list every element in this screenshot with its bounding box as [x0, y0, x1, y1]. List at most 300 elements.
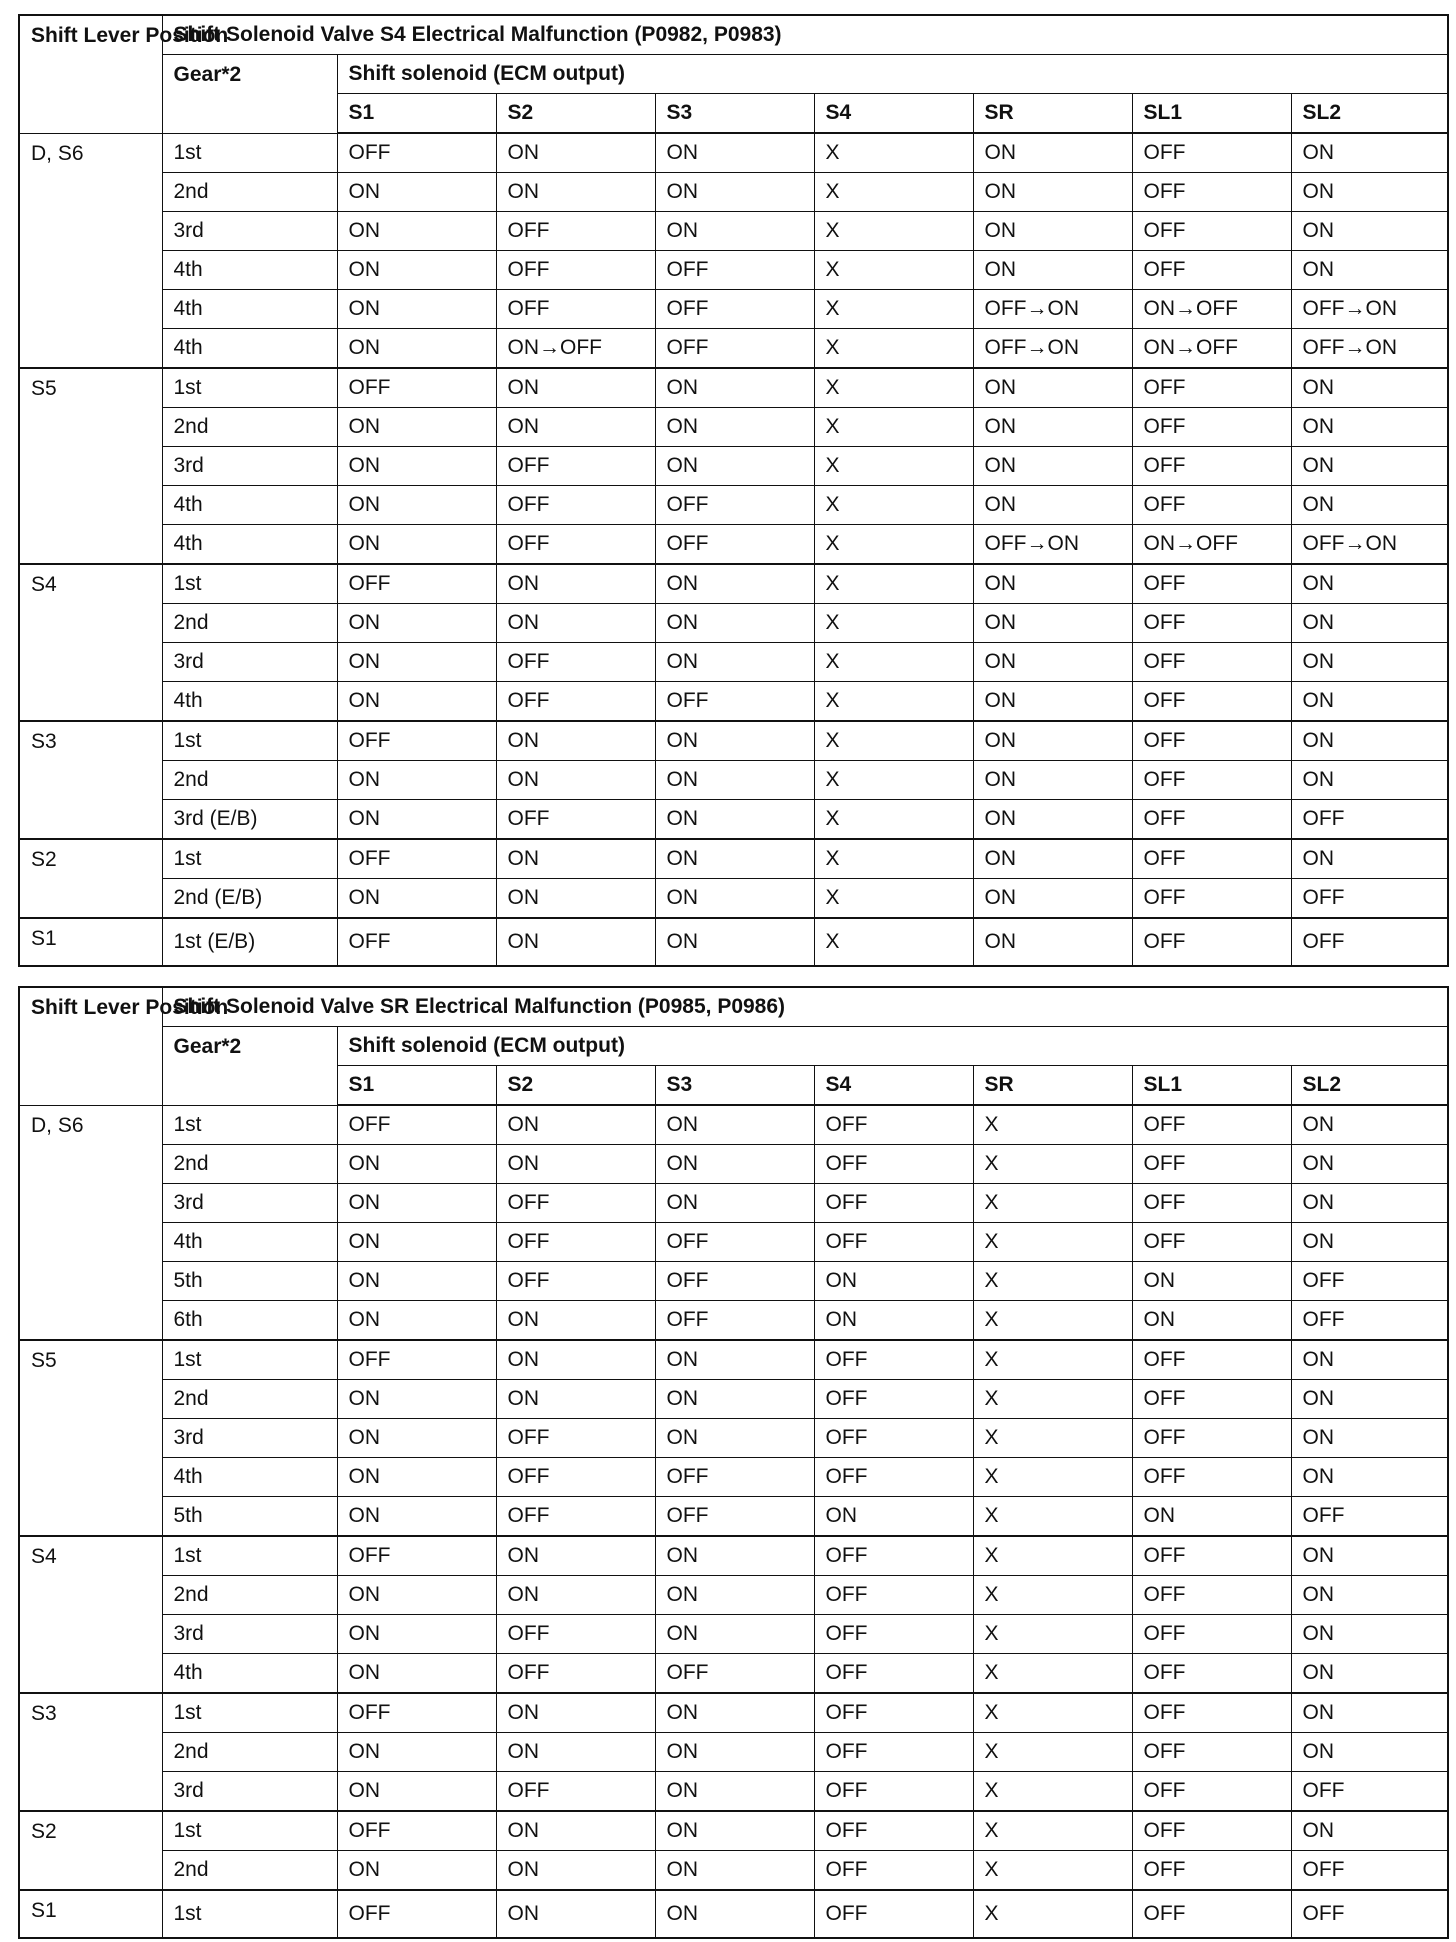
- gear-cell: 5th: [162, 1262, 337, 1301]
- solenoid-value-cell-s3: OFF: [655, 1262, 814, 1301]
- solenoid-value-cell-s4: X: [814, 173, 973, 212]
- gear-cell: 1st: [162, 133, 337, 173]
- solenoid-value-cell-sr: X: [973, 1184, 1132, 1223]
- solenoid-value-cell-s2: OFF: [496, 800, 655, 840]
- table-row: [19, 1145, 1448, 1184]
- solenoid-value-cell-sl2: ON: [1291, 1576, 1448, 1615]
- gear-cell: 2nd: [162, 1851, 337, 1891]
- solenoid-value-cell-sl1: OFF: [1132, 1380, 1291, 1419]
- solenoid-value-cell-sl1: OFF: [1132, 1184, 1291, 1223]
- solenoid-value-cell-sl1: OFF: [1132, 447, 1291, 486]
- solenoid-value-cell-sl1: OFF: [1132, 643, 1291, 682]
- solenoid-value-cell-s4: X: [814, 604, 973, 643]
- solenoid-value-cell-s1: OFF: [337, 1693, 496, 1733]
- solenoid-value-cell-sl1: OFF: [1132, 1851, 1291, 1891]
- shift-solenoid-header: Shift solenoid (ECM output): [337, 55, 1448, 94]
- gear-cell: 4th: [162, 251, 337, 290]
- solenoid-value-cell-s1: ON: [337, 486, 496, 525]
- solenoid-value-cell-sr: ON: [973, 761, 1132, 800]
- solenoid-value-cell-sl2: ON: [1291, 447, 1448, 486]
- table-row: [19, 525, 1448, 565]
- solenoid-value-cell-s4: X: [814, 486, 973, 525]
- solenoid-value-cell-sl2: ON: [1291, 1811, 1448, 1851]
- solenoid-value-cell-sr: X: [973, 1262, 1132, 1301]
- gear-cell: 4th: [162, 525, 337, 565]
- solenoid-value-cell-s4: OFF: [814, 1105, 973, 1145]
- table-row: [19, 329, 1448, 369]
- solenoid-value-cell-sl2: ON: [1291, 1340, 1448, 1380]
- solenoid-value-cell-sl1: OFF: [1132, 1223, 1291, 1262]
- solenoid-value-cell-s1: ON: [337, 447, 496, 486]
- table-row: [19, 1184, 1448, 1223]
- solenoid-value-cell-sr: X: [973, 1223, 1132, 1262]
- table-row: [19, 251, 1448, 290]
- table-row: [19, 1576, 1448, 1615]
- solenoid-value-cell-sr: X: [973, 1419, 1132, 1458]
- gear-cell: 3rd: [162, 447, 337, 486]
- shift-lever-position-cell: S5: [19, 368, 162, 564]
- header-row-title: [19, 987, 1448, 1027]
- header-row-title: [19, 15, 1448, 55]
- solenoid-value-cell-s4: X: [814, 564, 973, 604]
- solenoid-value-cell-s3: ON: [655, 879, 814, 919]
- solenoid-value-cell-sr: X: [973, 1536, 1132, 1576]
- solenoid-value-cell-sr: OFF→ON: [973, 290, 1132, 329]
- solenoid-value-cell-sl1: OFF: [1132, 918, 1291, 966]
- gear-cell: 1st: [162, 564, 337, 604]
- shift-lever-position-cell: D, S6: [19, 133, 162, 368]
- solenoid-value-cell-s4: X: [814, 290, 973, 329]
- solenoid-value-cell-s1: ON: [337, 1223, 496, 1262]
- solenoid-value-cell-s1: ON: [337, 800, 496, 840]
- solenoid-value-cell-s4: X: [814, 525, 973, 565]
- solenoid-value-cell-s3: ON: [655, 212, 814, 251]
- solenoid-value-cell-sl2: OFF→ON: [1291, 290, 1448, 329]
- gear-cell: 2nd: [162, 173, 337, 212]
- solenoid-value-cell-s1: ON: [337, 879, 496, 919]
- table-row: [19, 408, 1448, 447]
- solenoid-value-cell-s1: ON: [337, 682, 496, 722]
- table-row: [19, 1419, 1448, 1458]
- solenoid-value-cell-sr: ON: [973, 800, 1132, 840]
- solenoid-value-cell-sl2: ON: [1291, 1654, 1448, 1694]
- solenoid-value-cell-s4: OFF: [814, 1733, 973, 1772]
- solenoid-value-cell-sr: X: [973, 1733, 1132, 1772]
- solenoid-value-cell-sr: X: [973, 1145, 1132, 1184]
- solenoid-value-cell-sl2: OFF: [1291, 1497, 1448, 1537]
- shift-lever-position-cell: S5: [19, 1340, 162, 1536]
- solenoid-value-cell-s3: OFF: [655, 251, 814, 290]
- solenoid-value-cell-s4: ON: [814, 1497, 973, 1537]
- solenoid-value-cell-sl2: OFF: [1291, 1262, 1448, 1301]
- table-row: [19, 879, 1448, 919]
- solenoid-value-cell-s3: OFF: [655, 682, 814, 722]
- solenoid-value-cell-sr: X: [973, 1301, 1132, 1341]
- solenoid-value-cell-s3: ON: [655, 839, 814, 879]
- solenoid-value-cell-sl1: OFF: [1132, 1576, 1291, 1615]
- solenoid-value-cell-sl1: OFF: [1132, 1693, 1291, 1733]
- solenoid-value-cell-s1: ON: [337, 290, 496, 329]
- solenoid-value-cell-s2: ON: [496, 1811, 655, 1851]
- gear-cell: 4th: [162, 1654, 337, 1694]
- solenoid-value-cell-s3: OFF: [655, 486, 814, 525]
- gear-cell: 1st: [162, 1811, 337, 1851]
- solenoid-value-cell-s1: ON: [337, 1851, 496, 1891]
- solenoid-value-cell-s2: ON: [496, 1145, 655, 1184]
- solenoid-value-cell-sr: ON: [973, 133, 1132, 173]
- solenoid-value-cell-s4: ON: [814, 1262, 973, 1301]
- solenoid-value-cell-sl2: ON: [1291, 173, 1448, 212]
- solenoid-value-cell-sl1: ON: [1132, 1301, 1291, 1341]
- solenoid-value-cell-s2: ON: [496, 761, 655, 800]
- solenoid-value-cell-s3: ON: [655, 1733, 814, 1772]
- header-row-groups: [19, 1027, 1448, 1066]
- solenoid-value-cell-s1: ON: [337, 643, 496, 682]
- solenoid-value-cell-s1: OFF: [337, 1536, 496, 1576]
- solenoid-value-cell-s4: OFF: [814, 1693, 973, 1733]
- shift-lever-position-header: Shift Lever Position: [19, 15, 162, 133]
- solenoid-value-cell-sl1: OFF: [1132, 1654, 1291, 1694]
- table-row: [19, 1301, 1448, 1341]
- solenoid-value-cell-s4: OFF: [814, 1576, 973, 1615]
- gear-cell: 3rd: [162, 1772, 337, 1812]
- gear-header: Gear*2: [162, 55, 337, 134]
- solenoid-value-cell-sl1: OFF: [1132, 1811, 1291, 1851]
- solenoid-value-cell-s2: OFF: [496, 486, 655, 525]
- solenoid-value-cell-sl2: ON: [1291, 761, 1448, 800]
- table-row: [19, 564, 1448, 604]
- table-row: [19, 1497, 1448, 1537]
- solenoid-value-cell-sl1: OFF: [1132, 1772, 1291, 1812]
- gear-cell: 4th: [162, 1223, 337, 1262]
- table-row: [19, 1223, 1448, 1262]
- solenoid-value-cell-sr: ON: [973, 251, 1132, 290]
- solenoid-value-cell-s3: ON: [655, 918, 814, 966]
- solenoid-value-cell-s4: OFF: [814, 1772, 973, 1812]
- solenoid-value-cell-s1: ON: [337, 1576, 496, 1615]
- column-header-s2: S2: [496, 1066, 655, 1106]
- solenoid-value-cell-s1: OFF: [337, 1811, 496, 1851]
- solenoid-value-cell-s3: ON: [655, 1380, 814, 1419]
- solenoid-value-cell-sl2: ON: [1291, 368, 1448, 408]
- solenoid-value-cell-s4: X: [814, 682, 973, 722]
- solenoid-value-cell-s3: ON: [655, 1340, 814, 1380]
- solenoid-value-cell-s2: ON: [496, 879, 655, 919]
- solenoid-value-cell-s4: OFF: [814, 1184, 973, 1223]
- solenoid-value-cell-s2: OFF: [496, 1262, 655, 1301]
- solenoid-value-cell-sl1: OFF: [1132, 368, 1291, 408]
- solenoid-value-cell-s1: ON: [337, 1615, 496, 1654]
- gear-cell: 1st: [162, 368, 337, 408]
- solenoid-value-cell-s1: ON: [337, 1772, 496, 1812]
- solenoid-value-cell-s1: ON: [337, 408, 496, 447]
- solenoid-value-cell-sl1: ON→OFF: [1132, 525, 1291, 565]
- solenoid-value-cell-s3: ON: [655, 1145, 814, 1184]
- solenoid-value-cell-sr: ON: [973, 368, 1132, 408]
- solenoid-value-cell-sl2: ON: [1291, 408, 1448, 447]
- solenoid-value-cell-s2: OFF: [496, 682, 655, 722]
- solenoid-value-cell-s2: ON: [496, 173, 655, 212]
- solenoid-value-cell-sl2: ON: [1291, 1105, 1448, 1145]
- solenoid-value-cell-sr: ON: [973, 918, 1132, 966]
- solenoid-value-cell-s1: ON: [337, 1145, 496, 1184]
- solenoid-value-cell-s1: ON: [337, 761, 496, 800]
- solenoid-value-cell-sr: X: [973, 1772, 1132, 1812]
- solenoid-value-cell-s4: OFF: [814, 1654, 973, 1694]
- solenoid-value-cell-s3: OFF: [655, 1458, 814, 1497]
- solenoid-value-cell-sr: ON: [973, 564, 1132, 604]
- solenoid-value-cell-s1: OFF: [337, 133, 496, 173]
- solenoid-value-cell-sr: X: [973, 1890, 1132, 1938]
- shift-lever-position-cell: S3: [19, 1693, 162, 1811]
- solenoid-value-cell-s4: X: [814, 212, 973, 251]
- solenoid-value-cell-sl1: OFF: [1132, 682, 1291, 722]
- table-row: [19, 1772, 1448, 1812]
- table-title: Shift Solenoid Valve S4 Electrical Malfunction (P0982, P0983): [162, 15, 1448, 55]
- column-header-sr: SR: [973, 1066, 1132, 1106]
- solenoid-value-cell-sl2: ON: [1291, 564, 1448, 604]
- solenoid-value-cell-sl2: ON: [1291, 1184, 1448, 1223]
- shift-lever-position-cell: S1: [19, 918, 162, 966]
- solenoid-value-cell-sr: X: [973, 1380, 1132, 1419]
- solenoid-value-cell-s3: ON: [655, 1419, 814, 1458]
- table-row: [19, 1262, 1448, 1301]
- solenoid-value-cell-s2: OFF: [496, 525, 655, 565]
- solenoid-value-cell-sr: X: [973, 1654, 1132, 1694]
- column-header-sr: SR: [973, 94, 1132, 134]
- solenoid-value-cell-sr: ON: [973, 486, 1132, 525]
- gear-cell: 4th: [162, 290, 337, 329]
- solenoid-value-cell-s1: OFF: [337, 721, 496, 761]
- solenoid-value-cell-s2: OFF: [496, 1419, 655, 1458]
- gear-cell: 4th: [162, 682, 337, 722]
- solenoid-value-cell-sl2: ON: [1291, 1733, 1448, 1772]
- solenoid-value-cell-s2: ON: [496, 1733, 655, 1772]
- solenoid-value-cell-s4: OFF: [814, 1419, 973, 1458]
- table-row: [19, 133, 1448, 173]
- column-header-s3: S3: [655, 1066, 814, 1106]
- solenoid-value-cell-s2: ON: [496, 1380, 655, 1419]
- solenoid-value-cell-sl1: OFF: [1132, 486, 1291, 525]
- solenoid-value-cell-sl2: ON: [1291, 1380, 1448, 1419]
- solenoid-value-cell-sr: ON: [973, 604, 1132, 643]
- solenoid-value-cell-s2: OFF: [496, 1772, 655, 1812]
- solenoid-value-cell-s3: ON: [655, 1851, 814, 1891]
- gear-cell: 1st: [162, 1693, 337, 1733]
- solenoid-value-cell-sl2: ON: [1291, 682, 1448, 722]
- solenoid-value-cell-sr: ON: [973, 408, 1132, 447]
- table-row: [19, 1105, 1448, 1145]
- column-header-s4: S4: [814, 94, 973, 134]
- solenoid-value-cell-s1: ON: [337, 604, 496, 643]
- table-row: [19, 1811, 1448, 1851]
- solenoid-value-cell-sl2: ON: [1291, 721, 1448, 761]
- solenoid-value-cell-sl1: OFF: [1132, 1733, 1291, 1772]
- solenoid-value-cell-sl2: OFF: [1291, 800, 1448, 840]
- solenoid-value-cell-s1: ON: [337, 1419, 496, 1458]
- shift-lever-position-cell: S2: [19, 839, 162, 918]
- solenoid-value-cell-s4: OFF: [814, 1851, 973, 1891]
- solenoid-value-cell-sr: X: [973, 1497, 1132, 1537]
- solenoid-value-cell-sl1: OFF: [1132, 408, 1291, 447]
- solenoid-value-cell-s3: ON: [655, 761, 814, 800]
- solenoid-value-cell-s2: ON: [496, 408, 655, 447]
- solenoid-value-cell-s3: ON: [655, 1184, 814, 1223]
- solenoid-value-cell-s2: ON: [496, 1340, 655, 1380]
- table-row: [19, 290, 1448, 329]
- solenoid-value-cell-s2: OFF: [496, 1184, 655, 1223]
- gear-cell: 1st: [162, 1340, 337, 1380]
- solenoid-value-cell-s3: ON: [655, 173, 814, 212]
- table-row: [19, 918, 1448, 966]
- solenoid-value-cell-s1: OFF: [337, 1105, 496, 1145]
- column-header-s2: S2: [496, 94, 655, 134]
- solenoid-value-cell-s3: ON: [655, 133, 814, 173]
- gear-cell: 3rd: [162, 643, 337, 682]
- solenoid-value-cell-sl1: OFF: [1132, 604, 1291, 643]
- solenoid-value-cell-s1: ON: [337, 1458, 496, 1497]
- solenoid-value-cell-sl2: OFF: [1291, 1890, 1448, 1938]
- gear-cell: 2nd: [162, 1145, 337, 1184]
- solenoid-value-cell-s3: ON: [655, 368, 814, 408]
- solenoid-value-cell-s1: ON: [337, 525, 496, 565]
- solenoid-value-cell-s3: ON: [655, 408, 814, 447]
- solenoid-value-cell-sl2: ON: [1291, 1145, 1448, 1184]
- solenoid-value-cell-sr: ON: [973, 447, 1132, 486]
- solenoid-value-cell-s3: ON: [655, 800, 814, 840]
- gear-cell: 2nd (E/B): [162, 879, 337, 919]
- gear-cell: 5th: [162, 1497, 337, 1537]
- table-row: [19, 643, 1448, 682]
- column-header-s4: S4: [814, 1066, 973, 1106]
- solenoid-table-s4-malfunction: [18, 14, 1449, 967]
- solenoid-value-cell-sr: X: [973, 1340, 1132, 1380]
- shift-lever-position-cell: S4: [19, 564, 162, 721]
- gear-cell: 3rd (E/B): [162, 800, 337, 840]
- table-row: [19, 368, 1448, 408]
- solenoid-value-cell-s3: ON: [655, 1890, 814, 1938]
- solenoid-value-cell-sr: OFF→ON: [973, 329, 1132, 369]
- solenoid-value-cell-s4: X: [814, 761, 973, 800]
- solenoid-value-cell-s2: ON: [496, 1890, 655, 1938]
- table-row: [19, 1654, 1448, 1694]
- solenoid-value-cell-sr: X: [973, 1458, 1132, 1497]
- solenoid-value-cell-sl2: OFF: [1291, 918, 1448, 966]
- column-header-s3: S3: [655, 94, 814, 134]
- solenoid-value-cell-sl1: OFF: [1132, 721, 1291, 761]
- solenoid-value-cell-s4: X: [814, 368, 973, 408]
- solenoid-value-cell-s3: ON: [655, 643, 814, 682]
- solenoid-value-cell-sl1: OFF: [1132, 212, 1291, 251]
- solenoid-value-cell-s3: ON: [655, 564, 814, 604]
- solenoid-value-cell-s2: ON: [496, 368, 655, 408]
- solenoid-value-cell-s1: ON: [337, 1262, 496, 1301]
- solenoid-value-cell-sl1: OFF: [1132, 133, 1291, 173]
- solenoid-value-cell-s2: ON: [496, 918, 655, 966]
- solenoid-value-cell-s3: ON: [655, 1772, 814, 1812]
- solenoid-value-cell-sl2: OFF→ON: [1291, 329, 1448, 369]
- shift-lever-position-cell: S4: [19, 1536, 162, 1693]
- solenoid-value-cell-sl1: ON: [1132, 1262, 1291, 1301]
- solenoid-value-cell-s2: OFF: [496, 251, 655, 290]
- table-row: [19, 682, 1448, 722]
- solenoid-value-cell-sl1: OFF: [1132, 1890, 1291, 1938]
- solenoid-value-cell-s1: ON: [337, 212, 496, 251]
- column-header-sl2: SL2: [1291, 1066, 1448, 1106]
- gear-cell: 3rd: [162, 1615, 337, 1654]
- table-row: [19, 839, 1448, 879]
- solenoid-value-cell-sr: ON: [973, 721, 1132, 761]
- solenoid-value-cell-s3: ON: [655, 447, 814, 486]
- solenoid-value-cell-s2: ON: [496, 1693, 655, 1733]
- gear-cell: 2nd: [162, 761, 337, 800]
- gear-cell: 1st (E/B): [162, 918, 337, 966]
- solenoid-value-cell-sl2: ON: [1291, 1536, 1448, 1576]
- table-row: [19, 761, 1448, 800]
- solenoid-value-cell-s3: ON: [655, 721, 814, 761]
- solenoid-value-cell-s2: ON: [496, 564, 655, 604]
- solenoid-value-cell-s2: ON→OFF: [496, 329, 655, 369]
- solenoid-value-cell-sr: ON: [973, 839, 1132, 879]
- solenoid-value-cell-sr: OFF→ON: [973, 525, 1132, 565]
- solenoid-value-cell-sr: X: [973, 1105, 1132, 1145]
- gear-cell: 1st: [162, 839, 337, 879]
- solenoid-value-cell-sl2: ON: [1291, 1419, 1448, 1458]
- solenoid-value-cell-s4: OFF: [814, 1458, 973, 1497]
- solenoid-value-cell-s2: OFF: [496, 643, 655, 682]
- solenoid-value-cell-s2: ON: [496, 1851, 655, 1891]
- solenoid-value-cell-sl1: OFF: [1132, 173, 1291, 212]
- gear-cell: 3rd: [162, 212, 337, 251]
- solenoid-value-cell-s1: ON: [337, 329, 496, 369]
- solenoid-value-cell-s3: OFF: [655, 525, 814, 565]
- table-row: [19, 1380, 1448, 1419]
- solenoid-value-cell-s2: ON: [496, 721, 655, 761]
- solenoid-value-cell-sl1: OFF: [1132, 1615, 1291, 1654]
- solenoid-value-cell-s3: OFF: [655, 290, 814, 329]
- solenoid-value-cell-s1: ON: [337, 1380, 496, 1419]
- solenoid-value-cell-s1: ON: [337, 1184, 496, 1223]
- solenoid-value-cell-sl1: OFF: [1132, 839, 1291, 879]
- gear-cell: 2nd: [162, 604, 337, 643]
- solenoid-value-cell-s4: X: [814, 800, 973, 840]
- solenoid-value-cell-s4: X: [814, 918, 973, 966]
- solenoid-value-cell-sl1: OFF: [1132, 1536, 1291, 1576]
- table-row: [19, 1340, 1448, 1380]
- solenoid-value-cell-s2: ON: [496, 839, 655, 879]
- solenoid-value-cell-sl2: OFF: [1291, 1851, 1448, 1891]
- solenoid-value-cell-sl1: OFF: [1132, 564, 1291, 604]
- solenoid-value-cell-s4: OFF: [814, 1145, 973, 1184]
- solenoid-value-cell-s4: X: [814, 133, 973, 173]
- solenoid-value-cell-sl2: ON: [1291, 839, 1448, 879]
- solenoid-value-cell-s3: ON: [655, 1536, 814, 1576]
- solenoid-value-cell-s1: OFF: [337, 1890, 496, 1938]
- solenoid-value-cell-sr: ON: [973, 173, 1132, 212]
- solenoid-value-cell-s2: ON: [496, 1576, 655, 1615]
- table-row: [19, 800, 1448, 840]
- solenoid-value-cell-sl2: ON: [1291, 486, 1448, 525]
- solenoid-value-cell-s1: ON: [337, 1497, 496, 1537]
- solenoid-value-cell-sl1: ON→OFF: [1132, 329, 1291, 369]
- solenoid-value-cell-s3: ON: [655, 1615, 814, 1654]
- solenoid-value-cell-sl2: ON: [1291, 1458, 1448, 1497]
- solenoid-value-cell-s4: X: [814, 643, 973, 682]
- solenoid-value-cell-sl1: OFF: [1132, 800, 1291, 840]
- solenoid-value-cell-sr: X: [973, 1811, 1132, 1851]
- solenoid-value-cell-s1: ON: [337, 1654, 496, 1694]
- solenoid-value-cell-s1: OFF: [337, 1340, 496, 1380]
